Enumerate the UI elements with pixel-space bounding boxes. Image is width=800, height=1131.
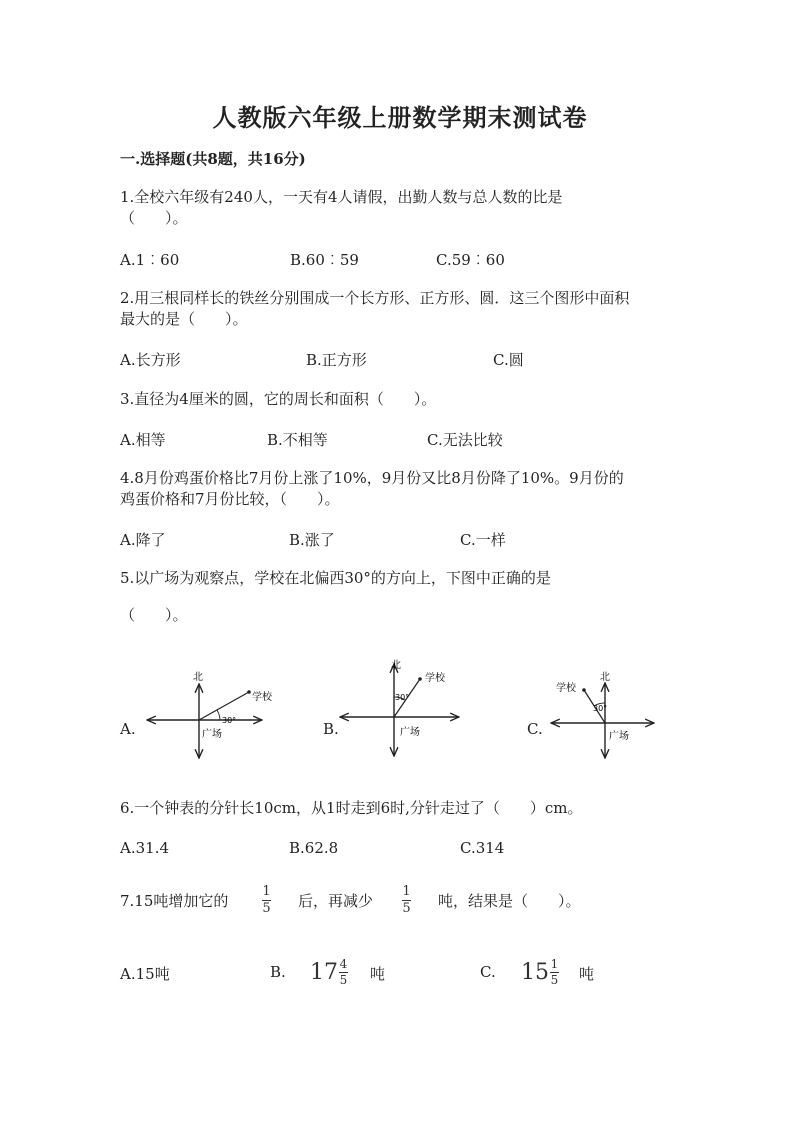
school-label: 学校 [556,683,576,694]
angle-label: 30° [222,716,237,725]
q6-option-c[interactable]: C.314 [460,839,505,857]
mixed-numerator: 4 [339,957,348,971]
question-2-line-2: 最大的是（ ）。 [120,310,248,328]
q2-option-a[interactable]: A.长方形 [120,351,181,369]
q2-option-c[interactable]: C.圆 [493,351,524,369]
north-label: 北 [193,672,203,683]
diagram-a [147,671,273,758]
mixed-denominator: 5 [339,973,348,987]
angle-arc [217,710,220,720]
q6-option-b[interactable]: B.62.8 [289,839,339,857]
q7-option-b-unit: 吨 [370,965,386,983]
mixed-whole: 15 [521,960,549,985]
q3-option-a[interactable]: A.相等 [120,431,166,449]
q5-option-c[interactable]: C. [527,720,543,738]
q2-option-b[interactable]: B.正方形 [306,351,367,369]
question-1-line-1: 1.全校六年级有240人，一天有4人请假，出勤人数与总人数的比是 [120,188,563,206]
north-label: 北 [391,660,401,671]
fraction-numerator: 1 [262,884,271,899]
diagram-c [551,671,654,758]
fraction-one-fifth [402,885,411,916]
mixed-whole: 17 [310,960,338,985]
q7-option-c-unit: 吨 [579,965,595,983]
question-4-line-2: 鸡蛋价格和7月份比较，（ ）。 [120,490,340,508]
q3-option-b[interactable]: B.不相等 [267,431,328,449]
mixed-denominator: 5 [550,973,559,987]
angle-label: 30° [395,693,410,702]
question-7-part-3: 吨，结果是（ ）。 [438,892,581,910]
angle-label: 30° [593,704,608,713]
q1-option-b[interactable]: B.60︰59 [290,251,359,269]
q3-option-c[interactable]: C.无法比较 [427,431,503,449]
north-label: 北 [600,672,610,683]
page-title: 人教版六年级上册数学期末测试卷 [212,103,588,132]
question-7-part-2: 后，再减少 [298,892,374,910]
section-heading: 一.选择题(共8题，共16分) [120,150,306,168]
q7-option-c[interactable]: C. [480,963,496,981]
q7-option-b[interactable]: B. [270,963,286,981]
school-label: 学校 [425,673,445,684]
school-label: 学校 [252,692,272,703]
q5-option-a[interactable]: A. [120,720,136,738]
q4-option-a[interactable]: A.降了 [120,531,166,549]
q4-option-c[interactable]: C.一样 [460,531,506,549]
school-point [582,688,586,692]
fraction-one-fifth [262,885,271,916]
school-point [247,690,251,694]
school-point [418,677,422,681]
q7-option-a[interactable]: A.15吨 [120,965,170,983]
question-5-line-1: 5.以广场为观察点，学校在北偏西30°的方向上，下图中正确的是 [120,569,551,587]
mixed-number-c [521,958,559,987]
q6-option-a[interactable]: A.31.4 [120,839,169,857]
q4-option-b[interactable]: B.涨了 [289,531,335,549]
diagram-b [340,659,459,756]
square-label: 广场 [202,729,222,740]
question-4-line-1: 4.8月份鸡蛋价格比7月份上涨了10%，9月份又比8月份降了10%。9月份的 [120,469,624,487]
square-label: 广场 [609,731,629,742]
fraction-denominator: 5 [262,901,271,916]
fraction-numerator: 1 [402,884,411,899]
question-2-line-1: 2.用三根同样长的铁丝分别围成一个长方形、正方形、圆．这三个图形中面积 [120,289,630,307]
question-3-line-1: 3.直径为4厘米的圆，它的周长和面积（ ）。 [120,390,437,408]
square-label: 广场 [400,727,420,738]
question-6-line-1: 6.一个钟表的分针长10cm，从1时走到6时,分针走过了（ ）cm。 [120,799,583,817]
question-7-part-1: 7.15吨增加它的 [120,892,229,910]
question-1-line-2: （ ）。 [120,209,188,227]
question-5-line-2: （ ）。 [120,606,188,624]
fraction-denominator: 5 [402,901,411,916]
q1-option-c[interactable]: C.59︰60 [436,251,505,269]
mixed-numerator: 1 [550,957,559,971]
mixed-number-b [310,958,348,987]
q5-option-b[interactable]: B. [323,720,339,738]
q1-option-a[interactable]: A.1︰60 [120,251,180,269]
